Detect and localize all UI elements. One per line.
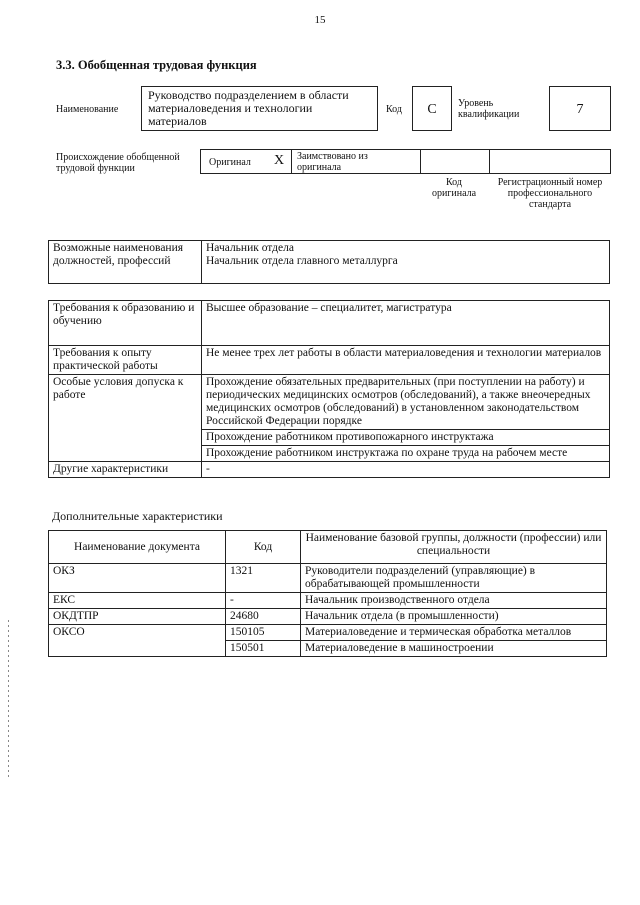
education-value: Высшее образование – специалитет, магистратура: [202, 301, 610, 346]
additional-table: [48, 530, 607, 657]
code-box: [412, 86, 452, 131]
section-title: 3.3. Обобщенная трудовая функция: [56, 58, 257, 72]
page-number: 15: [314, 14, 326, 26]
origin-divider-3: [489, 150, 490, 173]
header-doc: Наименование документа: [49, 531, 226, 564]
level-box: [549, 86, 611, 131]
positions-values: [202, 241, 610, 284]
name-value: Руководство подразделением в области материаловедения и технологии материалов: [148, 88, 349, 128]
additional-title: Дополнительные характеристики: [52, 509, 223, 523]
requirements-table: [48, 300, 610, 478]
special-value: Прохождение работником противопожарного инструктажа: [202, 430, 610, 446]
scan-edge-marks: [8, 620, 9, 780]
header-name: Наименование базовой группы, должности (профессии) или специальности: [301, 531, 607, 564]
other-label: Другие характеристики: [49, 462, 202, 478]
table-row: [49, 564, 607, 593]
positions-label: Возможные наименования должностей, профессий: [49, 241, 202, 284]
special-value: Прохождение обязательных предварительных (при поступлении на работу) и периодических медицинских осмотров (обследований), а также внеочередных медицинских осмотров (обследований) в установленном законодательством Российской Федерации порядке: [202, 375, 610, 430]
position-item: Начальник отдела: [206, 242, 294, 254]
code-value: C: [427, 102, 437, 117]
row-doc: ЕКС: [49, 593, 226, 609]
origin-label: Происхождение обобщенной трудовой функции: [56, 152, 180, 174]
row-name: Начальник отдела (в промышленности): [301, 609, 607, 625]
row-doc: ОКСО: [49, 625, 226, 657]
experience-label: Требования к опыту практической работы: [49, 346, 202, 375]
row-code: 150501: [226, 641, 301, 657]
special-value: Прохождение работником инструктажа по охране труда на рабочем месте: [202, 446, 610, 462]
level-label: Уровень квалификации: [458, 98, 520, 120]
education-label: Требования к образованию и обучению: [49, 301, 202, 346]
row-code: 150105: [226, 625, 301, 641]
special-label: Особые условия допуска к работе: [49, 375, 202, 462]
row-name: Руководители подразделений (управляющие) в обрабатывающей промышленности: [301, 564, 607, 593]
row-name: Материаловедение и термическая обработка металлов: [301, 625, 607, 641]
code-label: Код: [386, 104, 402, 115]
row-doc: ОКДТПР: [49, 609, 226, 625]
row-doc: ОКЗ: [49, 564, 226, 593]
borrowed-label: Заимствовано из оригинала: [297, 151, 368, 173]
table-row: [49, 609, 607, 625]
origin-divider-2: [420, 150, 421, 173]
table-row: [49, 593, 607, 609]
name-box: [141, 86, 378, 131]
code-original-caption: Код оригинала: [431, 177, 477, 199]
row-code: 1321: [226, 564, 301, 593]
original-label: Оригинал: [209, 157, 251, 168]
name-label: Наименование: [56, 104, 119, 115]
table-row: [49, 625, 607, 641]
row-code: 24680: [226, 609, 301, 625]
header-code: Код: [226, 531, 301, 564]
position-item: Начальник отдела главного металлурга: [206, 255, 398, 267]
reg-number-caption: Регистрационный номер профессионального стандарта: [497, 177, 603, 210]
level-value: 7: [576, 102, 584, 117]
experience-value: Не менее трех лет работы в области материаловедения и технологии материалов: [202, 346, 610, 375]
positions-table: [48, 240, 610, 284]
row-name: Начальник производственного отдела: [301, 593, 607, 609]
row-code: -: [226, 593, 301, 609]
origin-box: [200, 149, 611, 174]
origin-divider-1: [291, 150, 292, 173]
row-name: Материаловедение в машиностроении: [301, 641, 607, 657]
original-mark: X: [274, 153, 285, 168]
other-value: -: [202, 462, 610, 478]
